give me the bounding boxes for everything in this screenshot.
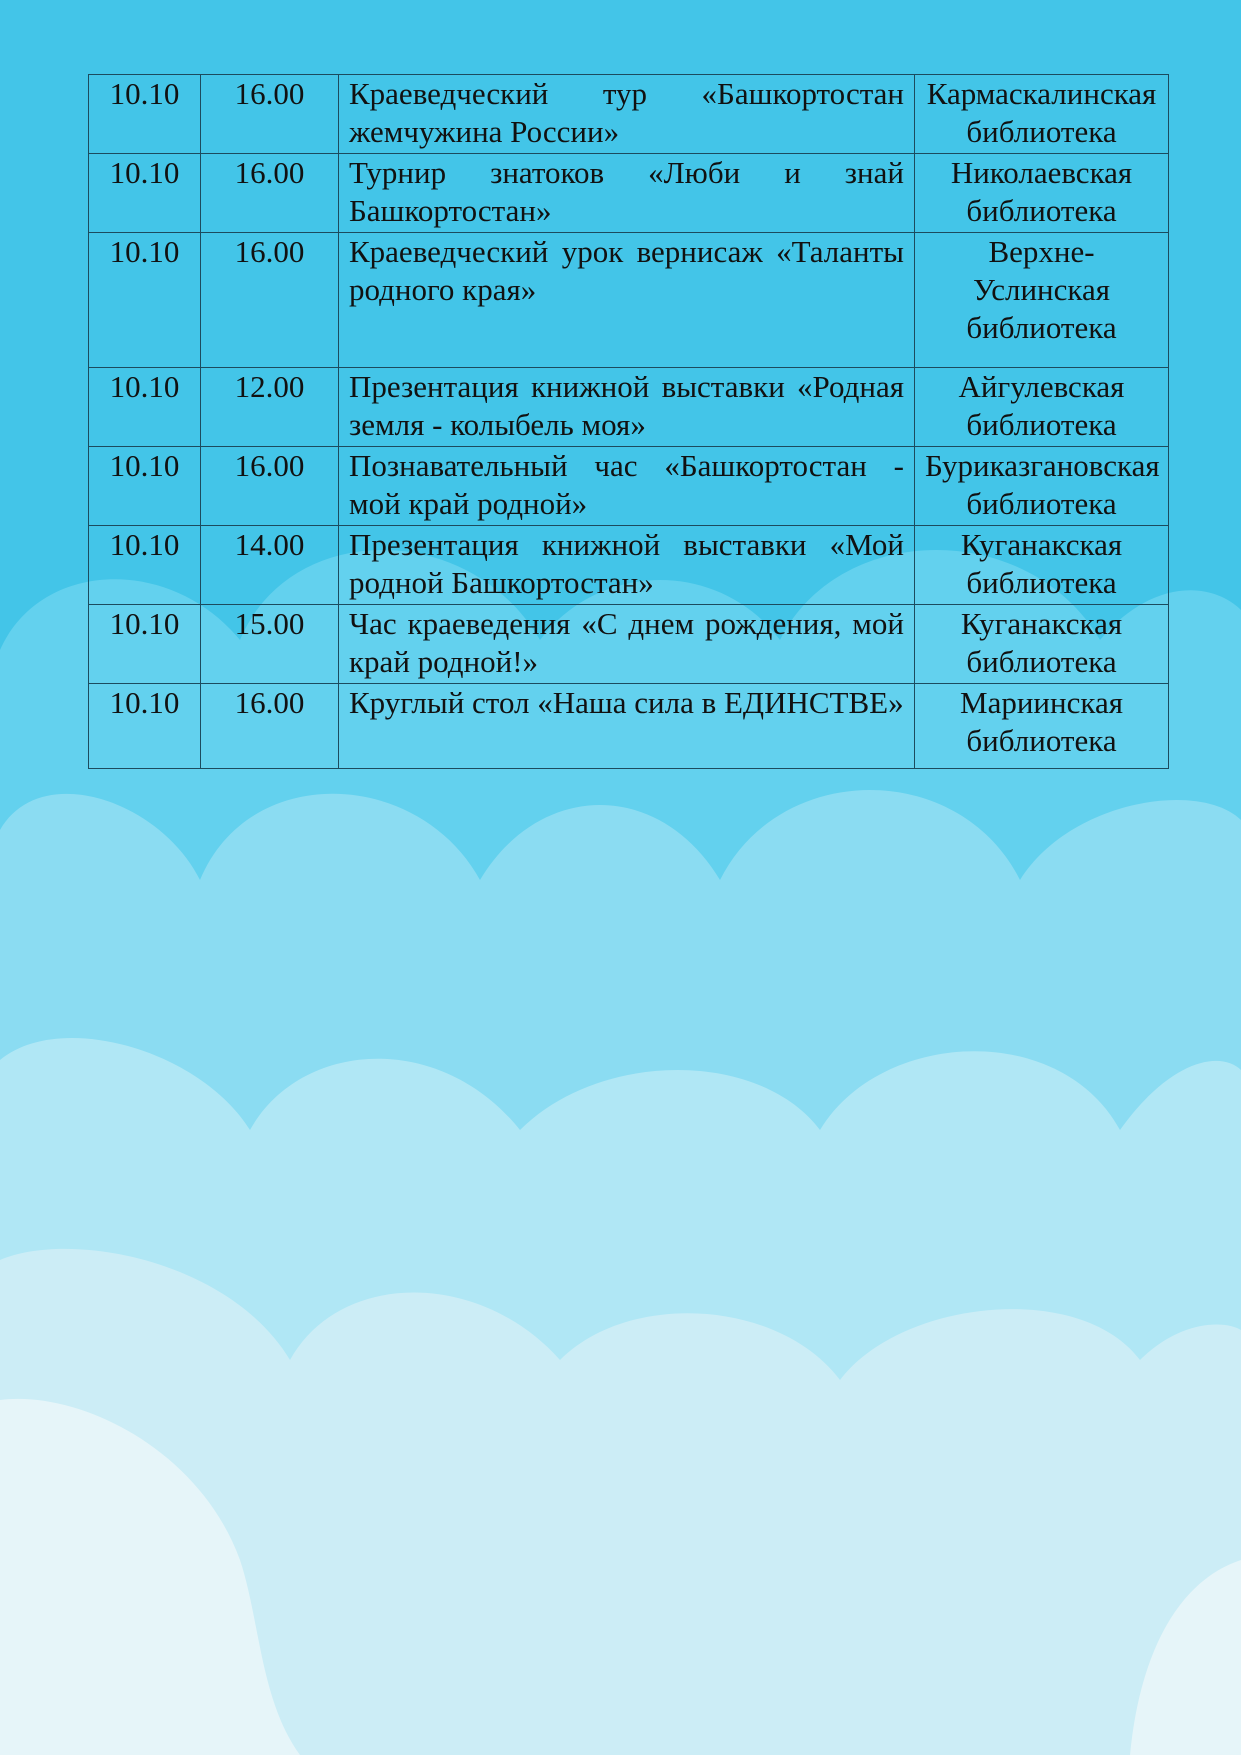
date-cell: 10.10 [89,154,201,233]
date-cell: 10.10 [89,233,201,368]
date-cell: 10.10 [89,368,201,447]
table-row [89,154,1169,233]
time-cell: 16.00 [201,154,339,233]
table-row [89,526,1169,605]
place-cell: Мариинская библиотека [915,684,1169,769]
event-cell: Краеведческий тур «Башкортостан жемчужина России» [339,75,915,154]
place-cell: Кармаскалинская библиотека [915,75,1169,154]
table-row [89,605,1169,684]
date-cell: 10.10 [89,605,201,684]
time-cell: 14.00 [201,526,339,605]
schedule-table-wrapper [88,74,1168,769]
event-cell: Турнир знатоков «Люби и знай Башкортостан» [339,154,915,233]
time-cell: 12.00 [201,368,339,447]
date-cell: 10.10 [89,526,201,605]
place-cell: Куганакская библиотека [915,526,1169,605]
date-cell: 10.10 [89,75,201,154]
schedule-table [88,74,1169,769]
time-cell: 16.00 [201,447,339,526]
event-cell: Презентация книжной выставки «Родная земля - колыбель моя» [339,368,915,447]
place-cell: Куганакская библиотека [915,605,1169,684]
event-cell: Презентация книжной выставки «Мой родной Башкортостан» [339,526,915,605]
event-cell: Круглый стол «Наша сила в ЕДИНСТВЕ» [339,684,915,769]
time-cell: 15.00 [201,605,339,684]
date-cell: 10.10 [89,684,201,769]
event-cell: Час краеведения «С днем рождения, мой край родной!» [339,605,915,684]
time-cell: 16.00 [201,684,339,769]
place-cell: Буриказгановская библиотека [915,447,1169,526]
place-cell: Николаевская библиотека [915,154,1169,233]
table-row [89,233,1169,368]
place-cell: Верхне-Услинская библиотека [915,233,1169,368]
table-row [89,75,1169,154]
table-row [89,447,1169,526]
place-cell: Айгулевская библиотека [915,368,1169,447]
table-row [89,684,1169,769]
event-cell: Познавательный час «Башкортостан - мой край родной» [339,447,915,526]
time-cell: 16.00 [201,233,339,368]
date-cell: 10.10 [89,447,201,526]
event-cell: Краеведческий урок вернисаж «Таланты родного края» [339,233,915,368]
table-row [89,368,1169,447]
time-cell: 16.00 [201,75,339,154]
